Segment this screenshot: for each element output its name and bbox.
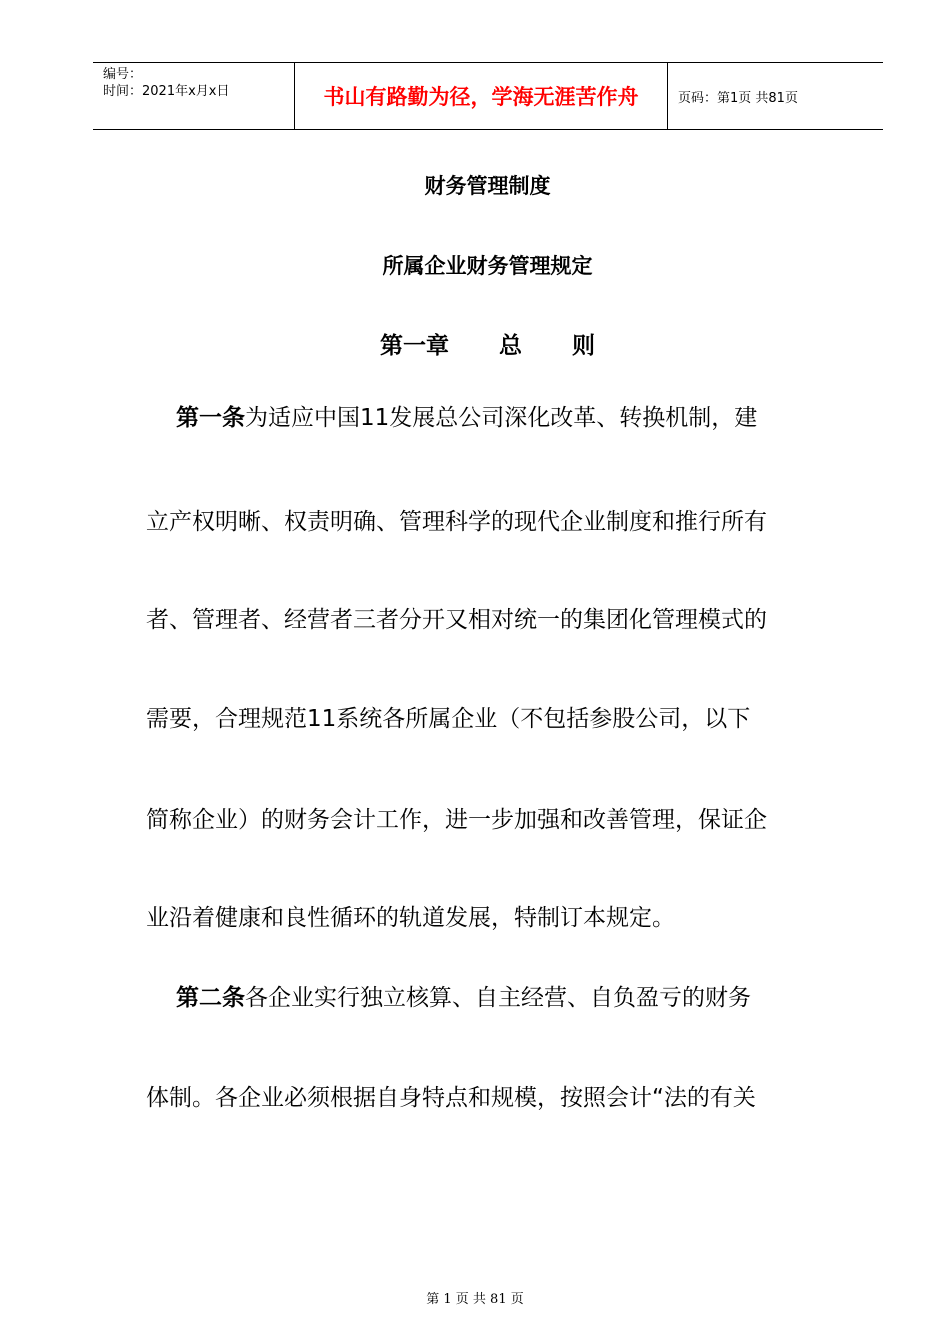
article1-line-2: 立产权明晰、权责明确、管理科学的现代企业制度和推行所有 — [146, 509, 767, 535]
chapter-word-2: 则 — [572, 333, 595, 359]
header-table — [93, 62, 883, 130]
number-label: 编号： — [103, 67, 143, 82]
article1-label: 第一条 — [176, 405, 245, 431]
article1-line-1 — [176, 403, 866, 433]
time-label: 时间：2021年x月x日 — [103, 84, 230, 99]
header-page-cell — [668, 63, 883, 129]
article1-line-4: 需要，合理规范11系统各所属企业（不包括参股公司，以下 — [146, 706, 751, 732]
page-footer: 第 1 页 共 81 页 — [426, 1292, 524, 1307]
article2-line-1 — [176, 983, 866, 1013]
article2-text-1: 各企业实行独立核算、自主经营、自负盈亏的财务 — [245, 985, 751, 1011]
header-meta-cell — [93, 63, 295, 129]
article1-line-6: 业沿着健康和良性循环的轨道发展，特制订本规定。 — [146, 905, 675, 931]
chapter-number: 第一章 — [380, 333, 449, 359]
chapter-heading — [0, 327, 950, 360]
header-motto-cell — [295, 63, 668, 129]
document-subtitle: 所属企业财务管理规定 — [382, 254, 593, 278]
document-title: 财务管理制度 — [424, 174, 551, 198]
article2-label: 第二条 — [176, 985, 245, 1011]
article1-line-5: 简称企业）的财务会计工作，进一步加强和改善管理，保证企 — [146, 807, 767, 833]
motto-text: 书山有路勤为径，学海无涯苦作舟 — [323, 84, 639, 109]
article1-line-3: 者、管理者、经营者三者分开又相对统一的集团化管理模式的 — [146, 607, 767, 633]
article1-text-1: 为适应中国11发展总公司深化改革、转换机制，建 — [245, 405, 758, 431]
article2-line-2: 体制。各企业必须根据自身特点和规模，按照会计“法的有关 — [146, 1085, 756, 1111]
chapter-word-1: 总 — [499, 333, 522, 359]
page-info: 页码：第1页 共81页 — [678, 90, 798, 106]
